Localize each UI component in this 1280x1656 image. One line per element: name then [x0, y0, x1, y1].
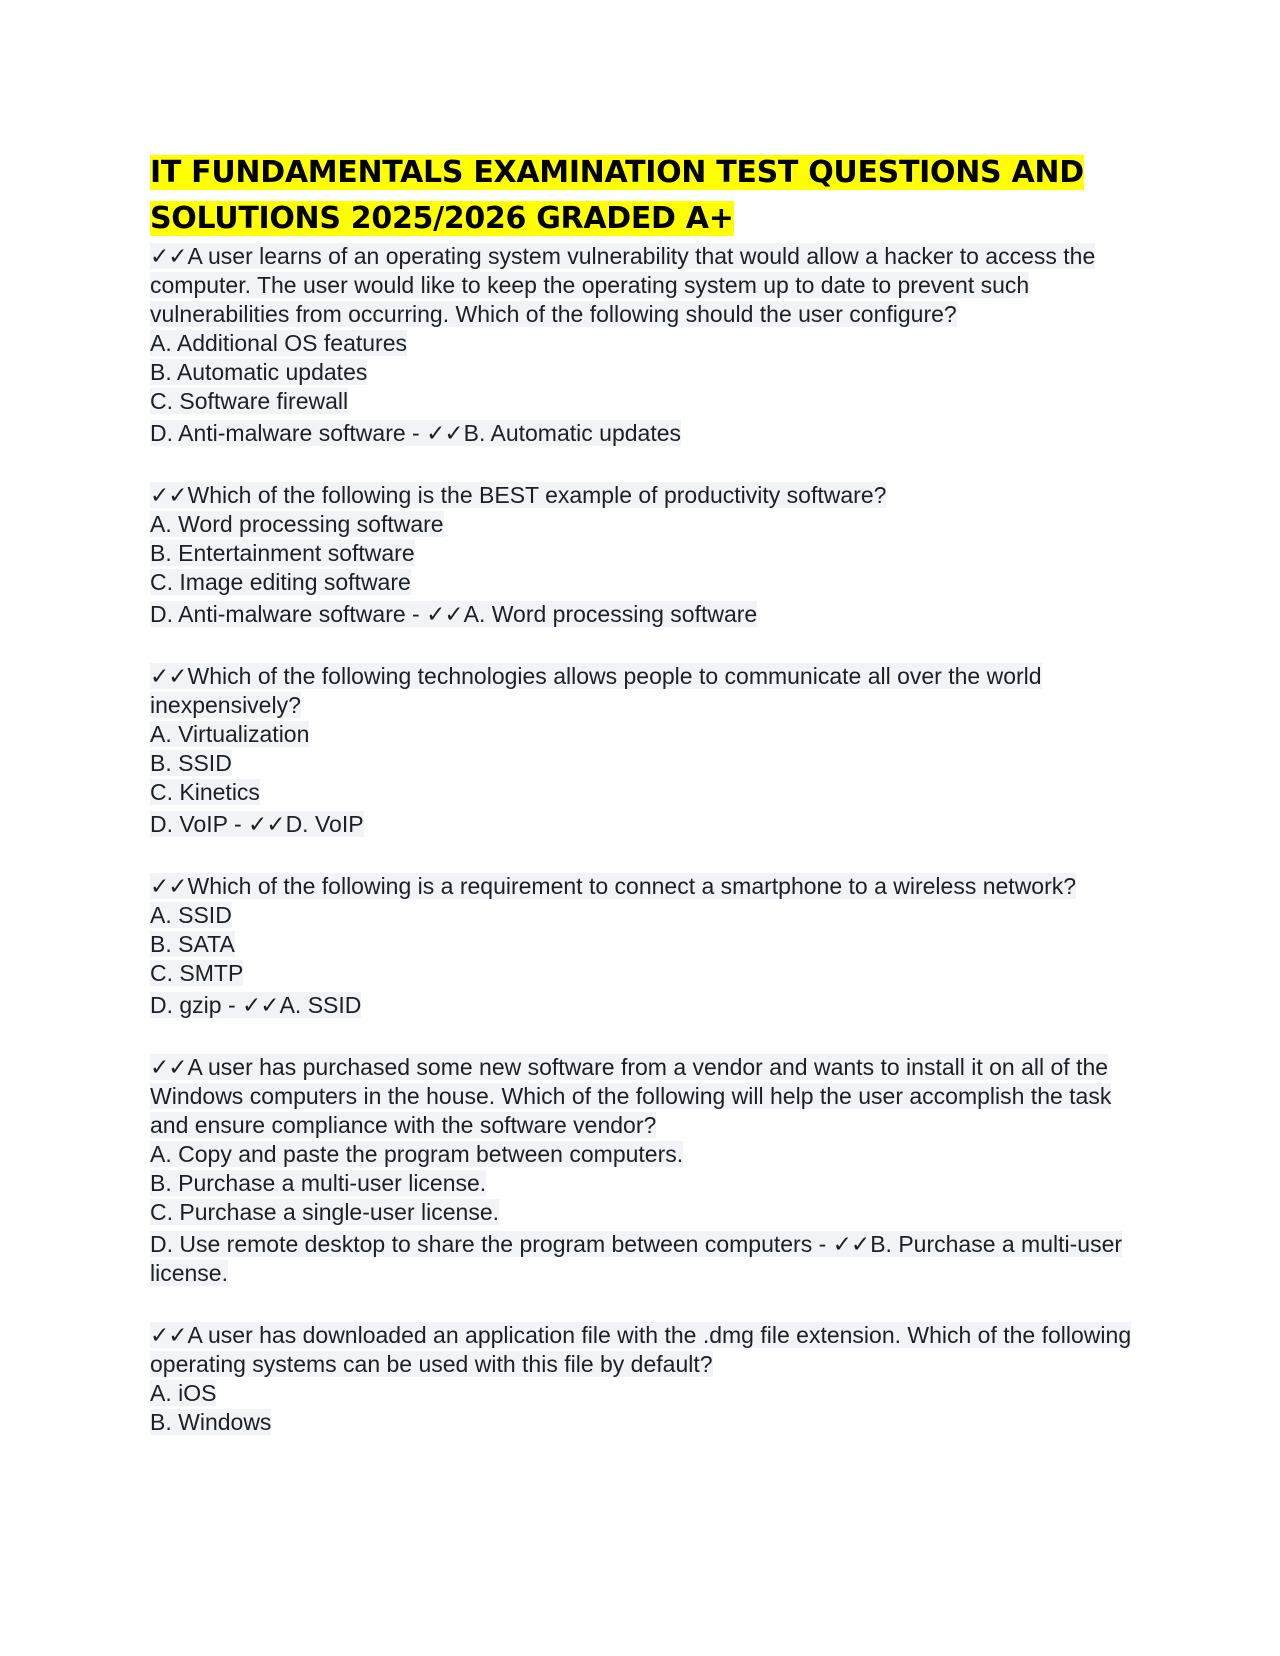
question-text: ✓✓A user has purchased some new software from a vendor and wants to install it on all of the Windows computers in the house. Which of the following will help the user accomplish the task and ensure compliance with the software vendor? — [150, 1054, 1112, 1138]
question-block-4 — [150, 872, 1140, 1020]
question-block-1 — [150, 242, 1140, 448]
double-check-icon: ✓✓ — [150, 1322, 187, 1348]
option-c: C. Purchase a single-user license. — [150, 1199, 499, 1225]
question-block-5 — [150, 1053, 1140, 1288]
option-d-with-answer: D. Anti-malware software - ✓✓A. Word processing software — [150, 601, 758, 627]
option-b: B. Windows — [150, 1409, 272, 1435]
option-a: A. Word processing software — [150, 511, 444, 537]
option-c: C. Kinetics — [150, 779, 260, 805]
option-d-with-answer: D. Anti-malware software - ✓✓B. Automatic updates — [150, 420, 681, 446]
option-c: C. Software firewall — [150, 388, 349, 414]
option-b: B. Entertainment software — [150, 540, 415, 566]
option-a: A. SSID — [150, 902, 232, 928]
option-b: B. SATA — [150, 931, 235, 957]
option-d-with-answer: D. gzip - ✓✓A. SSID — [150, 992, 362, 1018]
answer: D. VoIP — [285, 811, 364, 837]
option-c: C. Image editing software — [150, 569, 411, 595]
option-a: A. Additional OS features — [150, 330, 407, 356]
question-text: ✓✓Which of the following is a requirement to connect a smartphone to a wireless network? — [150, 873, 1077, 899]
double-check-icon: ✓✓ — [150, 1054, 187, 1080]
title-line-1: IT FUNDAMENTALS EXAMINATION TEST QUESTIONS AND — [150, 155, 1084, 190]
option-c: C. SMTP — [150, 960, 244, 986]
double-check-icon: ✓✓ — [150, 482, 187, 508]
option-a: A. Virtualization — [150, 721, 310, 747]
question-block-2 — [150, 481, 1140, 629]
answer: B. Purchase a multi-user license. — [150, 1231, 1123, 1286]
question-text: ✓✓Which of the following is the BEST example of productivity software? — [150, 482, 887, 508]
question-text: ✓✓Which of the following technologies allows people to communicate all over the world inexpensively? — [150, 663, 1042, 718]
title-line-2: SOLUTIONS 2025/2026 GRADED A+ — [150, 201, 734, 236]
document-title — [150, 150, 1140, 242]
double-check-icon: ✓✓ — [248, 811, 285, 837]
double-check-icon: ✓✓ — [426, 601, 463, 627]
option-a: A. iOS — [150, 1380, 217, 1406]
option-b: B. SSID — [150, 750, 232, 776]
double-check-icon: ✓✓ — [150, 873, 187, 899]
double-check-icon: ✓✓ — [150, 663, 187, 689]
option-b: B. Purchase a multi-user license. — [150, 1170, 487, 1196]
answer: B. Automatic updates — [463, 420, 681, 446]
question-block-3 — [150, 662, 1140, 839]
double-check-icon: ✓✓ — [150, 243, 187, 269]
option-d-with-answer: D. Use remote desktop to share the program between computers - ✓✓B. Purchase a multi-user license. — [150, 1231, 1123, 1286]
answer: A. SSID — [279, 992, 362, 1018]
double-check-icon: ✓✓ — [832, 1231, 870, 1257]
option-b: B. Automatic updates — [150, 359, 368, 385]
document-page — [150, 150, 1140, 1437]
option-a: A. Copy and paste the program between computers. — [150, 1141, 684, 1167]
question-block-6 — [150, 1321, 1140, 1437]
double-check-icon: ✓✓ — [426, 420, 463, 446]
answer: A. Word processing software — [463, 601, 758, 627]
double-check-icon: ✓✓ — [242, 992, 279, 1018]
option-d-with-answer: D. VoIP - ✓✓D. VoIP — [150, 811, 364, 837]
question-text: ✓✓A user learns of an operating system vulnerability that would allow a hacker to access the computer. The user would like to keep the operating system up to date to prevent such vulnerabilities from occurring. Which of the following should the user configure? — [150, 243, 1096, 327]
question-text: ✓✓A user has downloaded an application file with the .dmg file extension. Which of the following operating systems can be used with this file by default? — [150, 1322, 1132, 1377]
